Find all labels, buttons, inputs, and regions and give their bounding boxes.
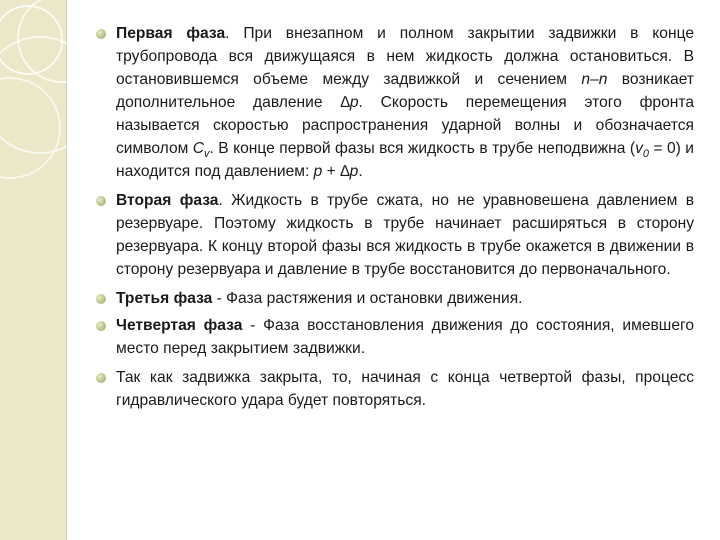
bullet-icon <box>96 294 106 304</box>
term-phase-3: Третья фаза <box>116 290 213 307</box>
text-segment: . <box>358 163 363 180</box>
wave-speed-symbol: $C_v$ <box>192 140 210 161</box>
bullet-icon <box>96 196 106 206</box>
term-phase-4: Четвертая фаза <box>116 317 243 334</box>
term-phase-1: Первая фаза <box>116 25 226 42</box>
text-segment: + <box>322 163 341 180</box>
term-phase-2: Вторая фаза <box>116 192 219 209</box>
text-segment: - Фаза растяжения и остановки движения. <box>212 290 523 307</box>
velocity-symbol: $v_0$ <box>635 140 649 161</box>
pressure-increment-symbol: ∆p <box>340 163 359 180</box>
bullet-item-phase-4 <box>96 314 694 360</box>
bullet-item-phase-3 <box>96 287 694 310</box>
pressure-increment-symbol: ∆p <box>340 94 359 111</box>
bullet-list <box>96 22 694 412</box>
text-segment: . Жидкость в трубе сжата, но не уравновешена давлением в резервуаре. Поэтому жидкость в трубе начинает расширяться в сторону резервуара. К концу второй фазы вся жидкость в трубе окажется в движении в сторону резервуара и давление в трубе восстановится до первоначального. <box>116 192 694 278</box>
text-segment: . Скорость перемещения этого фронта называется скоростью распространения ударной волны и обозначается символом <box>116 94 694 157</box>
text-segment: - Фаза восстановления движения до состояния, имевшего место перед закрытием задвижки. <box>116 317 695 357</box>
text-segment: возникает дополнительное давление <box>116 71 695 111</box>
text-segment: . В конце первой фазы вся жидкость в трубе неподвижна ( <box>209 140 636 157</box>
bullet-icon <box>96 373 106 383</box>
section-symbol: n–n <box>581 71 608 88</box>
bullet-icon <box>96 29 106 39</box>
left-decorative-band <box>0 0 66 540</box>
bullet-item-phase-2 <box>96 189 694 281</box>
pressure-symbol: p <box>313 163 323 180</box>
bullet-item-conclusion <box>96 366 694 412</box>
text-segment: Так как задвижка закрыта, то, начиная с конца четвертой фазы, процесс гидравлического удара будет повторяться. <box>116 369 694 409</box>
text-segment: = 0) и находится под давлением: <box>116 140 694 180</box>
left-band-divider <box>66 0 67 540</box>
text-segment: . При внезапном и полном закрытии задвижки в конце трубопровода вся движущаяся в нем жидкость должна остановиться. В остановившемся объеме между задвижкой и сечением <box>116 25 694 88</box>
slide-content <box>96 22 694 418</box>
bullet-icon <box>96 321 106 331</box>
bullet-item-phase-1 <box>96 22 694 183</box>
